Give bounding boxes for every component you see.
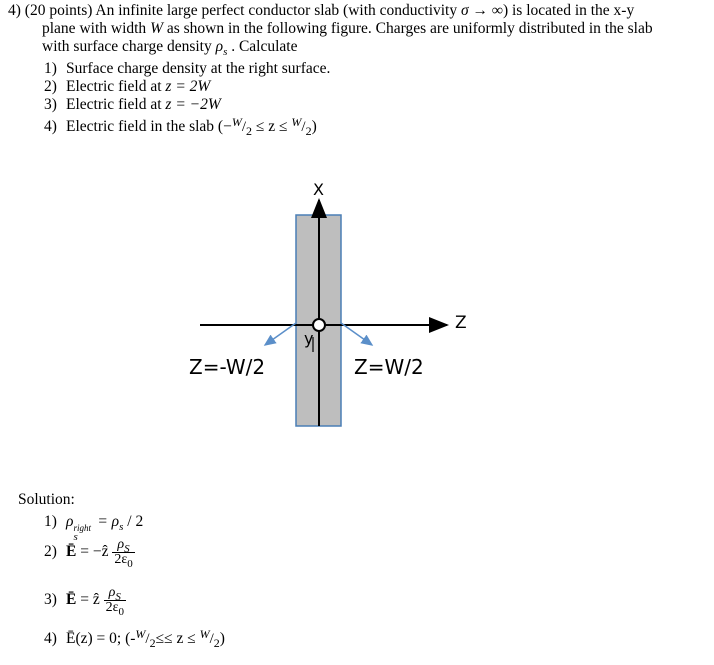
origin-marker (313, 319, 325, 331)
solution-2: 2) Ē = −ẑ $\frac{\rho_S}{2\varepsilon_0}$ (44, 537, 133, 570)
y-axis-label: y (304, 329, 314, 348)
left-normal-arrow (265, 323, 296, 345)
solution-4: 4) Ē(z) = 0; $(-^W/_2\le\le z \le ^W/_2)$ (44, 627, 225, 650)
problem-item-2: 2) Electric field at z = 2W (44, 78, 211, 95)
solution-1: 1) ρ right s = $\rho_s / 2$ (44, 513, 144, 543)
problem-item-1: 1) Surface charge density at the right surface. (44, 60, 331, 77)
x-axis-label: X (313, 180, 324, 199)
left-surface-label: Z=-W/2 (189, 355, 266, 379)
problem-line-2: plane with width W as shown in the following figure. Charges are uniformly distributed in the slab (42, 20, 653, 37)
solution-heading: Solution: (18, 491, 75, 508)
solution-3: 3) Ē = ẑ $\frac{\rho_S}{2\varepsilon_0}$ (44, 585, 124, 618)
z-axis-label: Z (455, 313, 467, 333)
problem-item-4: 4) Electric field in the slab $(-^W/_2 \le z \le ^W/_2)$ (44, 115, 317, 138)
right-surface-label: Z=W/2 (354, 355, 424, 379)
problem-line-3: with surface charge density $\rho_s$ . Calculate (42, 38, 298, 58)
problem-item-3: 3) Electric field at z = −2W (44, 96, 221, 113)
right-normal-arrow (341, 323, 372, 345)
problem-line-1: 4) (20 points) An infinite large perfect conductor slab (with conductivity σ → ∞) is located in the x-y (8, 2, 635, 19)
